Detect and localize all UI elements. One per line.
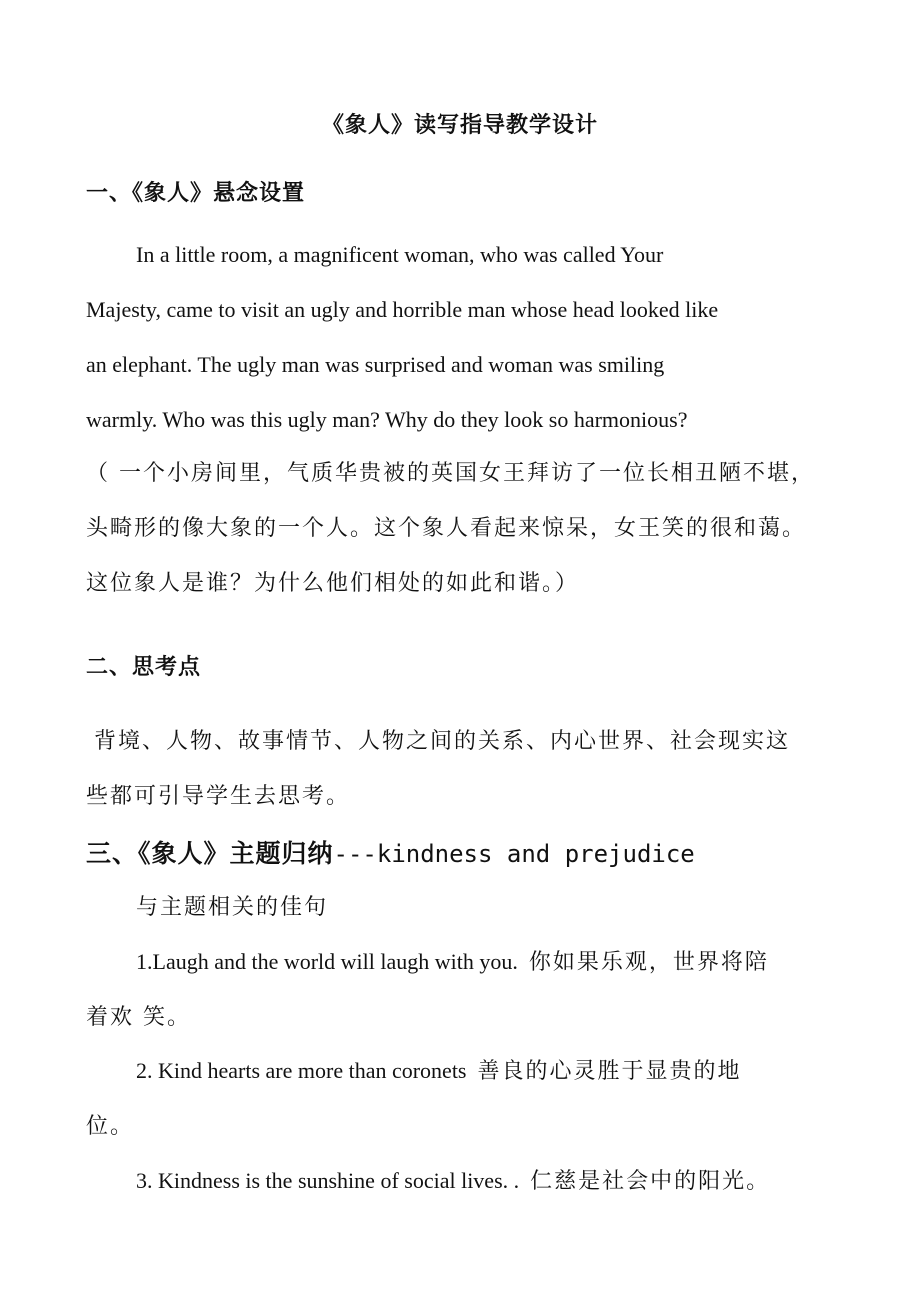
section1-english-paragraph bbox=[86, 227, 846, 447]
english-line: Majesty, came to visit an ugly and horrible man whose head looked like bbox=[86, 297, 719, 322]
quote-1-english: 1.Laugh and the world will laugh with you. bbox=[136, 949, 518, 974]
quote-2-continuation-text: 位。 bbox=[86, 1114, 135, 1139]
chinese-line: （ 一个小房间里，气质华贵被的英国女王拜访了一位长相丑陋不堪， bbox=[86, 461, 815, 486]
quote-1 bbox=[136, 945, 769, 976]
section1-heading: 一、《象人》悬念设置 bbox=[86, 181, 306, 206]
chinese-line: 这位象人是谁？为什么他们相处的如此和谐。） bbox=[86, 571, 580, 596]
section2-line: 背境、人物、故事情节、人物之间的关系、内心世界、社会现实这 bbox=[94, 729, 791, 754]
section2-paragraph bbox=[86, 714, 856, 824]
chinese-line: 头畸形的像大象的一个人。这个象人看起来惊呆，女王笑的很和蔼。 bbox=[86, 516, 807, 541]
quote-2 bbox=[136, 1054, 742, 1085]
quote-1-continuation bbox=[86, 1000, 191, 1031]
section2-heading: 二、思考点 bbox=[86, 655, 202, 680]
quote-1-chinese: 你如果乐观，世界将陪 bbox=[528, 950, 769, 975]
section3-heading-en: ---kindness and prejudice bbox=[333, 840, 695, 868]
english-line: an elephant. The ugly man was surprised and woman was smiling bbox=[86, 352, 665, 377]
quote-2-english: 2. Kind hearts are more than coronets bbox=[136, 1058, 467, 1083]
quotes-subtitle-text: 与主题相关的佳句 bbox=[136, 895, 329, 920]
section2-line: 些都可引导学生去思考。 bbox=[86, 784, 351, 809]
quote-2-continuation bbox=[86, 1109, 134, 1140]
quote-3-chinese: 仁慈是社会中的阳光。 bbox=[530, 1169, 771, 1194]
section3-heading bbox=[86, 834, 695, 870]
english-line: warmly. Who was this ugly man? Why do they look so harmonious? bbox=[86, 407, 688, 432]
english-line: In a little room, a magnificent woman, who was called Your bbox=[136, 242, 664, 267]
quotes-subtitle bbox=[136, 890, 328, 921]
document-title: 《象人》读写指导教学设计 bbox=[321, 113, 598, 138]
quote-2-chinese: 善良的心灵胜于显贵的地 bbox=[477, 1059, 742, 1084]
section1-chinese-paragraph bbox=[86, 446, 856, 611]
quote-3 bbox=[136, 1164, 770, 1195]
quote-1-continuation-text: 着欢 笑。 bbox=[86, 1005, 191, 1030]
quote-3-english: 3. Kindness is the sunshine of social lives. . bbox=[136, 1168, 520, 1193]
section3-heading-cn: 三、《象人》主题归纳 bbox=[86, 839, 334, 868]
